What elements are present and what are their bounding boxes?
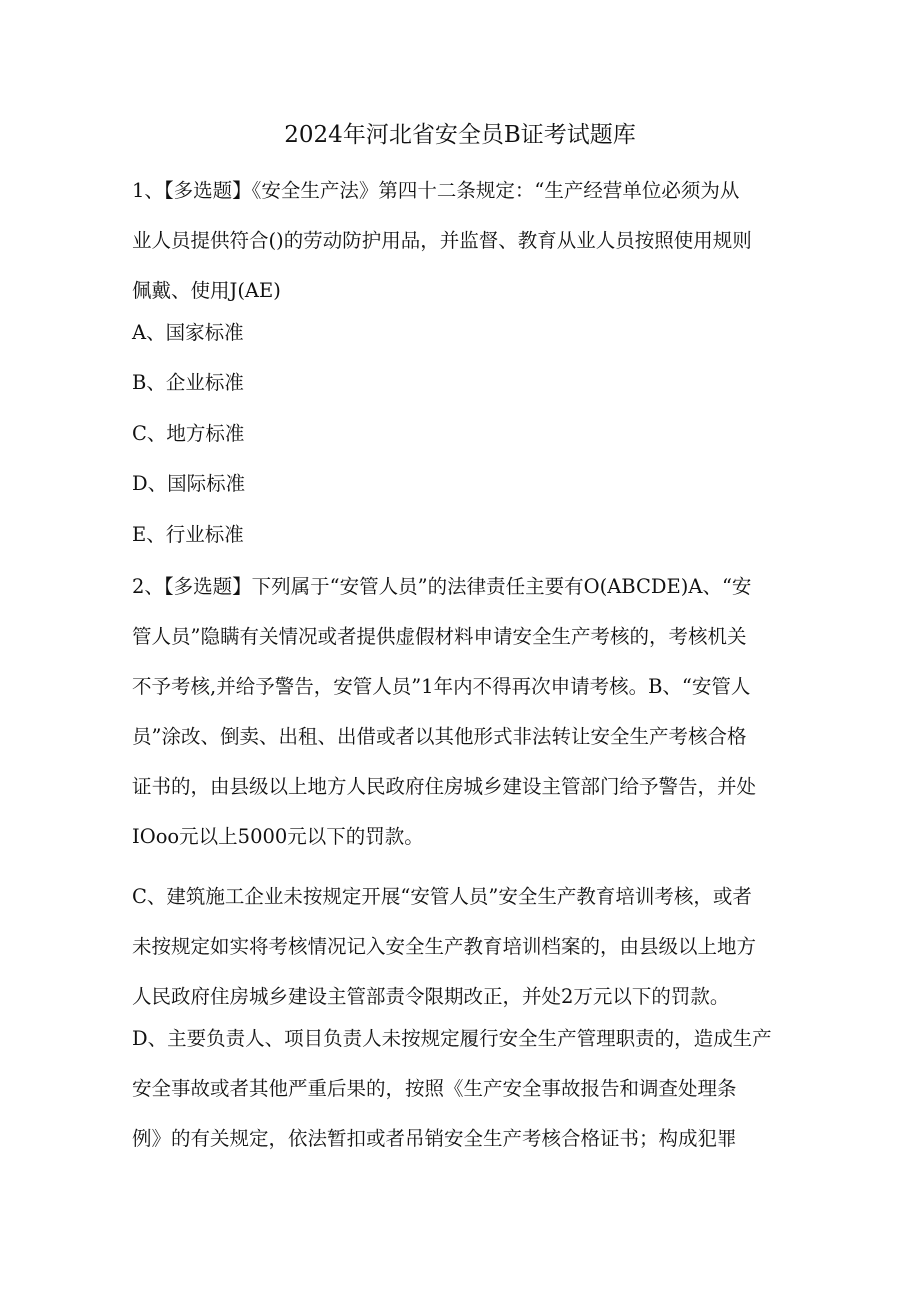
question-1-line-1: 1、【多选题】《安全生产法》第四十二条规定：“生产经营单位必须为从	[132, 179, 740, 202]
question-1-option-a: A、国家标准	[132, 321, 244, 344]
question-2-option-d-line-1: D、主要负责人、项目负责人未按规定履行安全生产管理职责的，造成生产	[132, 1027, 772, 1050]
question-2-line-4: 员”涂改、倒卖、出租、出借或者以其他形式非法转让安全生产考核合格	[132, 725, 747, 748]
question-2-line-5: 证书的，由县级以上地方人民政府住房城乡建设主管部门给予警告，并处	[132, 775, 757, 798]
question-1-stem	[132, 166, 792, 316]
question-2-option-d	[132, 1014, 792, 1164]
document-title: 2024年河北省安全员B证考试题库	[284, 122, 636, 148]
question-1-line-2: 业人员提供符合()的劳动防护用品，并监督、教育从业人员按照使用规则	[132, 229, 752, 252]
question-1-option-c: C、地方标准	[132, 422, 245, 445]
question-1-option-b: B、企业标准	[132, 371, 244, 394]
question-2-option-d-line-2: 安全事故或者其他严重后果的，按照《生产安全事故报告和调查处理条	[132, 1077, 737, 1100]
question-2-line-3: 不予考核,并给予警告，安管人员”1年内不得再次申请考核。B、“安管人	[132, 675, 751, 698]
question-2-option-c-line-3: 人民政府住房城乡建设主管部责令限期改正，并处2万元以下的罚款。	[132, 985, 730, 1008]
question-2-option-c	[132, 872, 792, 1022]
question-2-stem	[132, 562, 792, 862]
question-2-line-2: 管人员”隐瞒有关情况或者提供虚假材料申请安全生产考核的，考核机关	[132, 625, 747, 648]
question-1-line-3: 佩戴、使用J(AE)	[132, 279, 281, 302]
question-1-option-e: E、行业标准	[132, 523, 244, 546]
question-2-line-1: 2、【多选题】下列属于“安管人员”的法律责任主要有O(ABCDE)A、“安	[132, 575, 752, 598]
question-2-line-6: IOoo元以上5000元以下的罚款。	[132, 825, 424, 848]
question-1-option-d: D、国际标准	[132, 472, 246, 495]
question-2-option-c-line-1: C、建筑施工企业未按规定开展“安管人员”安全生产教育培训考核，或者	[132, 885, 752, 908]
question-2-option-d-line-3: 例》的有关规定，依法暂扣或者吊销安全生产考核合格证书；构成犯罪	[132, 1127, 737, 1150]
question-2-option-c-line-2: 未按规定如实将考核情况记入安全生产教育培训档案的，由县级以上地方	[132, 935, 757, 958]
